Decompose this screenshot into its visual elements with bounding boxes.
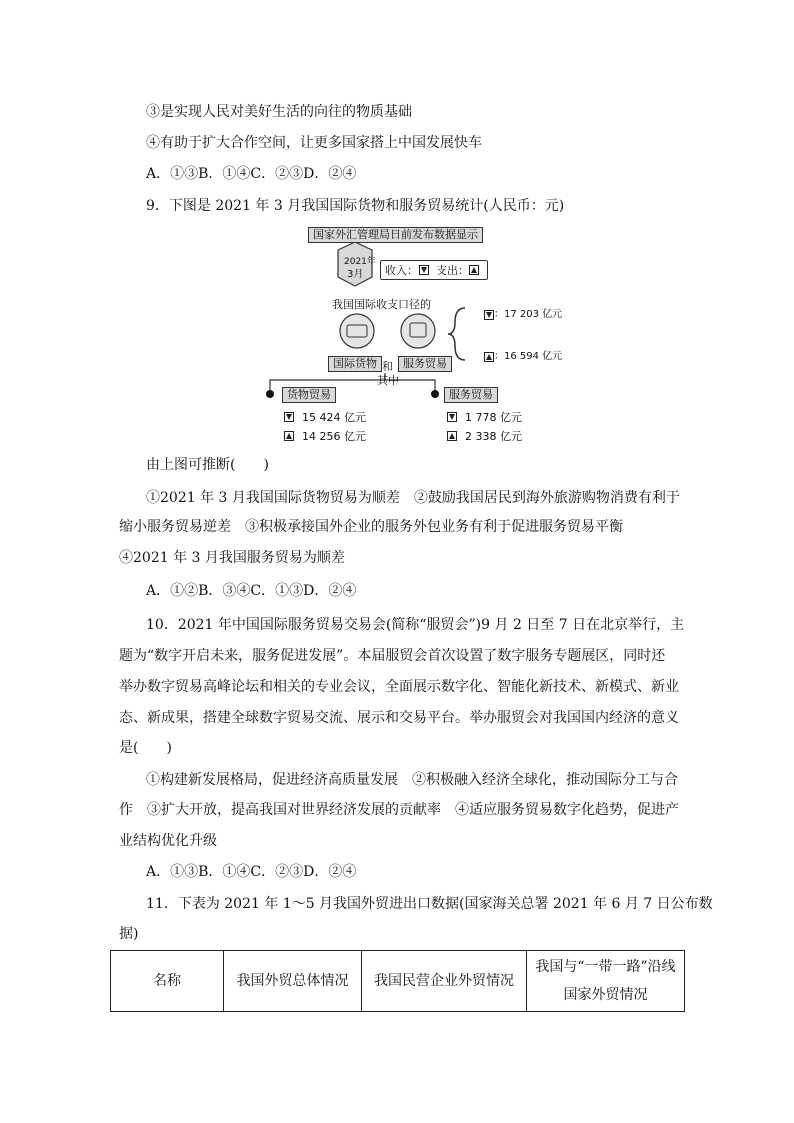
answer-choices: A．①③B．①④C．②③D．②④ [146,166,357,182]
goods-expense: 14 256 亿元 [302,430,366,443]
goods-expense-icon [284,431,294,441]
question-10-line: 举办数字贸易高峰论坛和相关的专业会议，全面展示数字化、智能化新技术、新模式、新业 [119,679,679,695]
figure-header: 国家外汇管理局日前发布数据显示 [308,227,483,243]
goods-income: 15 424 亿元 [302,411,366,424]
question-10-line: 题为“数字开启未来，服务促进发展”。本届服贸会首次设置了数字服务专题展区，同时还 [119,648,666,664]
goods-income-icon [284,412,294,422]
services-label: 服务贸易 [398,356,452,372]
service-income-icon [447,412,457,422]
table-header-belt-road-line1: 我国与“一带一路”沿线 [535,959,676,975]
services-dot [431,390,439,398]
table-row [111,951,685,1012]
trade-table [110,950,685,1012]
option-4-line: ④有助于扩大合作空间，让更多国家搭上中国发展快车 [146,135,482,151]
expense-icon [469,265,479,275]
goods-circle [340,314,374,348]
question-10-line: 是( ) [119,740,172,756]
question-9-answers: A．①②B．③④C．①③D．②④ [146,583,357,599]
question-9-ask: 由上图可推断( ) [146,457,269,473]
question-9-option-line: ①2021 年 3 月我国国际货物贸易为顺差 ②鼓励我国居民到海外旅游购物消费有利于 [146,490,680,506]
question-10-option-line: ①构建新发展格局，促进经济高质量发展 ②积极融入经济全球化，推动国际分工与合 [146,772,678,788]
legend-income-label: 收入： [385,264,418,277]
brace-shape [448,308,465,360]
question-10-option-line: 作 ③扩大开放，提高我国对世界经济发展的贡献率 ④适应服务贸易数字化趋势，促进产 [119,802,679,818]
question-9-option-line: 缩小服务贸易逆差 ③积极承接国外企业的服务外包业务有利于促进服务贸易平衡 [119,519,623,535]
service-income: 1 778 亿元 [465,411,522,424]
question-11-line: 11．下表为 2021 年 1～5 月我国外贸进出口数据(国家海关总署 2021 年 6 月 7 日公布数 [146,896,713,912]
services-circle [401,314,435,348]
among-label: 其中 [377,374,399,387]
table-header-total: 我国外贸总体情况 [224,951,362,1012]
service-trade-label: 服务贸易 [444,387,498,403]
question-10-line: 态、新成果，搭建全球数字贸易交流、展示和交易平台。举办服贸会对我国国内经济的意义 [119,710,679,726]
question-10-line: 10．2021 年中国国际服务贸易交易会(简称“服贸会”)9 月 2 日至 7 日在北京举行，主 [146,617,685,633]
and-label: 和 [382,360,393,373]
question-10-answers: A．①③B．①④C．②③D．②④ [146,864,357,880]
year-label: 2021年 [344,257,376,267]
legend-box [380,260,488,280]
total-income: ：17 203 亿元 [494,309,563,320]
legend-expense-label: 支出： [436,264,469,277]
total-income-icon [484,310,494,320]
question-11-line: 据) [119,926,139,942]
goods-dot [266,390,274,398]
goods-trade-label: 货物贸易 [282,387,336,403]
table-header-name: 名称 [111,951,224,1012]
option-3-line: ③是实现人民对美好生活的向往的物质基础 [146,104,412,120]
trade-statistics-figure [240,222,580,452]
income-icon [419,265,429,275]
month-label: 3月 [347,269,364,280]
table-header-belt-road-line2: 国家外贸情况 [563,987,648,1003]
question-9-option-line: ④2021 年 3 月我国服务贸易为顺差 [119,550,345,566]
total-expense: ：16 594 亿元 [494,351,563,362]
question-10-option-line: 业结构优化升级 [119,833,217,849]
table-header-private: 我国民营企业外贸情况 [362,951,527,1012]
total-expense-icon [484,352,494,362]
table-header-belt-road [527,951,685,1012]
service-expense: 2 338 亿元 [465,430,522,443]
goods-label: 国际货物 [328,356,382,372]
service-expense-icon [447,431,457,441]
caliber-label: 我国国际收支口径的 [332,298,431,311]
question-9-stem: 9．下图是 2021 年 3 月我国国际货物和服务贸易统计(人民币：元) [146,198,565,214]
